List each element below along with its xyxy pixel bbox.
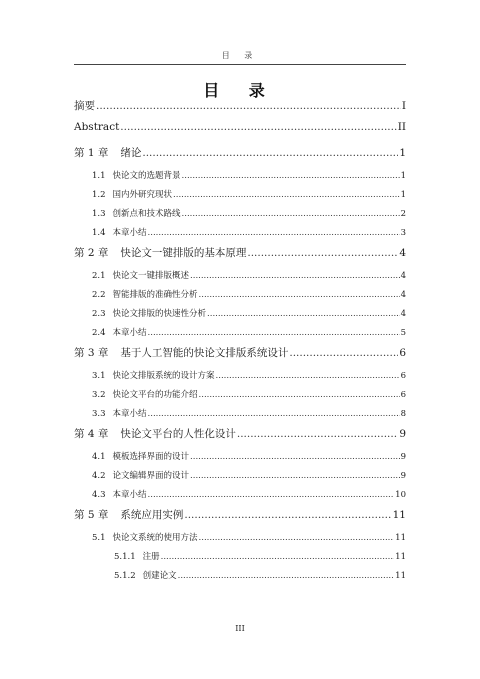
toc-entry-label: [74, 98, 95, 113]
toc-entry-page: 2: [400, 209, 406, 219]
toc-entry[interactable]: [74, 188, 406, 200]
toc-entry-text: 论文编辑界面的设计: [112, 471, 190, 481]
toc-entry[interactable]: [74, 145, 406, 160]
toc-entry[interactable]: [74, 121, 406, 133]
page-number: III: [235, 624, 245, 633]
toc-entry-number: 2.2: [92, 290, 106, 300]
toc-entry[interactable]: [74, 345, 406, 360]
toc-entry-number: 2.4: [92, 328, 106, 338]
toc-entry-number: 1.2: [92, 190, 106, 200]
toc-entry[interactable]: [74, 226, 406, 238]
toc-entry-label: [92, 326, 147, 338]
toc-entry-page: 9: [400, 452, 406, 462]
toc-entry-text: 模板选择界面的设计: [112, 452, 190, 462]
toc-entry-number: 1.3: [92, 209, 106, 219]
toc-entry-label: [114, 569, 177, 581]
toc-entry-number: 4.2: [92, 471, 106, 481]
toc-entry-text: 注册: [142, 552, 160, 562]
toc-entry-text: 快论文一键排版的基本原理: [120, 247, 247, 259]
toc-entry-text: 智能排版的准确性分析: [112, 290, 198, 300]
toc-entry-text: 本章小结: [112, 228, 147, 238]
toc-entry-label: [92, 531, 198, 543]
toc-entry-text: 快论文平台的人性化设计: [120, 428, 236, 440]
toc-entry[interactable]: [74, 207, 406, 219]
toc-leader-dots: [178, 571, 395, 581]
toc-leader-dots: [237, 428, 398, 440]
toc-entry[interactable]: [74, 407, 406, 419]
toc-leader-dots: [289, 347, 398, 359]
toc-entry[interactable]: [74, 269, 406, 281]
toc-entry-page: 3: [400, 228, 406, 238]
toc-entry-text: 快论文平台的功能介绍: [112, 390, 198, 400]
toc-entry-label: [92, 488, 147, 500]
toc-entry-label: [74, 121, 119, 133]
toc-leader-dots: [199, 390, 400, 400]
toc-entry-number: 2.3: [92, 309, 106, 319]
toc-entry[interactable]: [74, 388, 406, 400]
toc-leader-dots: [142, 147, 398, 159]
toc-entry-text: 快论文排版系统的设计方案: [112, 371, 215, 381]
toc-entry-text: 本章小结: [112, 328, 147, 338]
toc-entry-page: 10: [395, 490, 406, 500]
toc-entry-number: 3.3: [92, 409, 106, 419]
toc-entry-label: [92, 169, 181, 181]
toc-entry-page: 1: [399, 147, 406, 159]
toc-entry-text: 快论文一键排版概述: [112, 271, 190, 281]
toc-entry-page: 11: [395, 533, 406, 543]
toc-leader-dots: [216, 371, 400, 381]
toc-entry-page: 6: [399, 347, 406, 359]
toc-entry-page: 4: [399, 247, 406, 259]
toc-entry-text: 基于人工智能的快论文排版系统设计: [120, 347, 289, 359]
toc-entry-number: 5.1: [92, 533, 106, 543]
toc-entry-number: 1.4: [92, 228, 106, 238]
toc-entry[interactable]: [74, 245, 406, 260]
toc-entry-text: 国内外研究现状: [112, 190, 173, 200]
toc-leader-dots: [173, 190, 400, 200]
toc-entry-number: 1.1: [92, 171, 106, 181]
toc-entry-text: 绪论: [120, 147, 142, 159]
toc-entry-label: [114, 550, 160, 562]
toc-entry-label: [92, 388, 198, 400]
toc-entry[interactable]: [74, 288, 406, 300]
toc-entry-page: II: [397, 121, 406, 133]
toc-entry-text: 快论文排版的快速性分析: [112, 309, 207, 319]
toc-entry-number: 第 5 章: [74, 509, 109, 521]
toc-leader-dots: [148, 490, 395, 500]
toc-entry-text: 本章小结: [112, 409, 147, 419]
toc-entry-text: 本章小结: [112, 490, 147, 500]
toc-entry-label: [92, 188, 172, 200]
toc-entry-label: [92, 207, 181, 219]
toc-entry[interactable]: [74, 426, 406, 441]
toc-entry[interactable]: [74, 531, 406, 543]
toc-entry-page: 4: [400, 290, 406, 300]
toc-entry-page: 1: [400, 171, 406, 181]
toc-leader-dots: [161, 552, 395, 562]
toc-entry-text: 快论文的选题背景: [112, 171, 181, 181]
toc-entry-text: 快论文系统的使用方法: [112, 533, 198, 543]
toc-entry-number: 第 1 章: [74, 147, 109, 159]
toc-entry[interactable]: [74, 569, 406, 581]
toc-entry-label: [92, 226, 147, 238]
toc-entry-label: [92, 288, 198, 300]
toc-entry-page: 11: [395, 571, 406, 581]
toc-leader-dots: [96, 100, 401, 112]
toc-entry-label: [92, 269, 189, 281]
toc-leader-dots: [247, 247, 398, 259]
toc-entry[interactable]: [74, 488, 406, 500]
toc-leader-dots: [182, 171, 400, 181]
toc-leader-dots: [190, 471, 400, 481]
toc-entry-number: 4.1: [92, 452, 106, 462]
toc-entry-label: [74, 345, 288, 360]
toc-leader-dots: [148, 328, 400, 338]
toc-entry-label: [92, 407, 147, 419]
toc-entry[interactable]: [74, 507, 406, 522]
toc-entry-label: [92, 369, 215, 381]
toc-leader-dots: [184, 509, 391, 521]
toc-leader-dots: [182, 209, 400, 219]
toc-entry-label: [74, 426, 236, 441]
toc-entry[interactable]: [74, 307, 406, 319]
toc-entry-page: 1: [400, 190, 406, 200]
toc-entry[interactable]: [74, 450, 406, 462]
toc-entry[interactable]: [74, 98, 406, 113]
toc-leader-dots: [120, 121, 396, 133]
toc-leader-dots: [207, 309, 400, 319]
toc-entry-number: 3.1: [92, 371, 106, 381]
toc-entry-page: 6: [400, 371, 406, 381]
running-header: 目 录: [221, 51, 259, 60]
toc-entry-label: [74, 145, 141, 160]
header-divider: [74, 64, 406, 65]
toc-leader-dots: [148, 228, 400, 238]
toc-entry-number: 5.1.2: [114, 571, 136, 581]
toc-entry-text: 创新点和技术路线: [112, 209, 181, 219]
toc-entry-number: 第 4 章: [74, 428, 109, 440]
toc-leader-dots: [199, 290, 400, 300]
toc-entry-label: [92, 469, 189, 481]
toc-entry-number: 4.3: [92, 490, 106, 500]
toc-leader-dots: [190, 452, 400, 462]
toc-entry-number: 5.1.1: [114, 552, 136, 562]
toc-entry[interactable]: [74, 369, 406, 381]
toc-entry-page: 4: [400, 309, 406, 319]
toc-entry-number: 第 2 章: [74, 247, 109, 259]
toc-entry-text: 创建论文: [142, 571, 177, 581]
toc-entry-label: [92, 307, 206, 319]
toc-entry-text: Abstract: [74, 121, 120, 133]
toc-entry[interactable]: [74, 550, 406, 562]
toc-entry-text: 摘要: [74, 100, 95, 112]
toc-entry-text: 系统应用实例: [120, 509, 184, 521]
toc-entry-page: 6: [400, 390, 406, 400]
toc-entry-number: 3.2: [92, 390, 106, 400]
toc-entry-page: 11: [392, 509, 406, 521]
toc-entry-page: I: [401, 100, 406, 112]
toc-entry-page: 9: [400, 471, 406, 481]
toc-entry-page: 9: [399, 428, 406, 440]
toc-entry-label: [74, 245, 246, 260]
toc-leader-dots: [199, 533, 395, 543]
toc-leader-dots: [148, 409, 400, 419]
toc-leader-dots: [190, 271, 400, 281]
toc-entry-label: [74, 507, 183, 522]
toc-entry[interactable]: [74, 326, 406, 338]
toc-entry-page: 4: [400, 271, 406, 281]
toc-entry-page: 5: [400, 328, 406, 338]
toc-entry-number: 第 3 章: [74, 347, 109, 359]
toc-entry[interactable]: [74, 169, 406, 181]
toc-title: 目 录: [203, 81, 277, 100]
toc-entry[interactable]: [74, 469, 406, 481]
toc-entry-number: 2.1: [92, 271, 106, 281]
toc-entry-page: 8: [400, 409, 406, 419]
toc-entry-label: [92, 450, 189, 462]
toc-entry-page: 11: [395, 552, 406, 562]
